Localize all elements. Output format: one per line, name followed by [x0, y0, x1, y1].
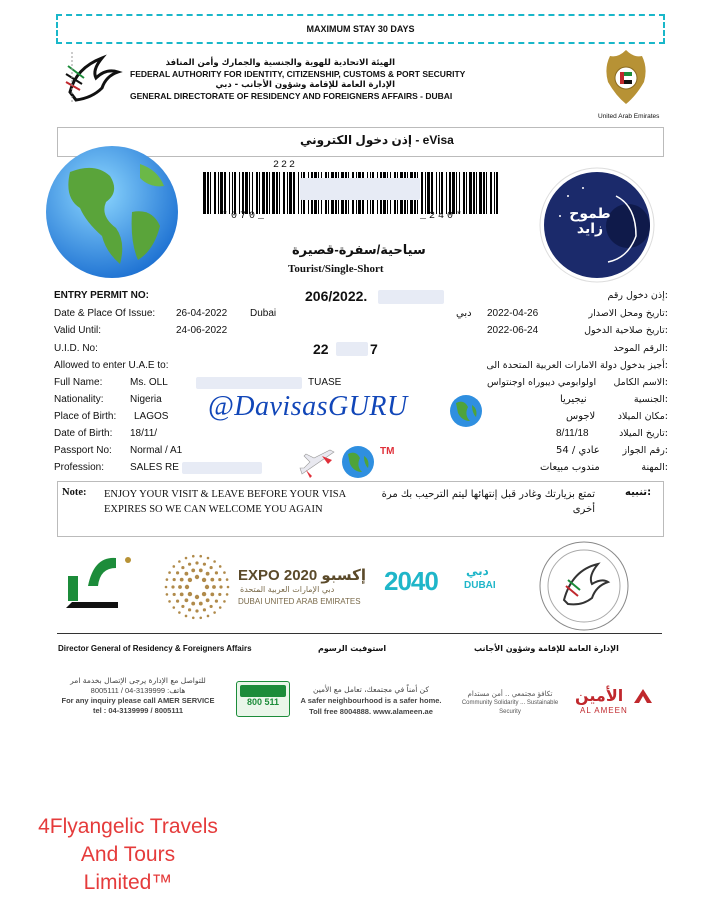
expo-dot: [195, 561, 198, 564]
issue-place: Dubai: [250, 308, 277, 319]
expo-dot: [172, 565, 175, 568]
expo-dot: [210, 592, 214, 596]
redaction-barcode: [300, 178, 420, 200]
max-stay-text: MAXIMUM STAY 30 DAYS: [306, 24, 415, 34]
expo-dot: [171, 585, 174, 588]
place-of-birth-value-ar: لاجوس: [566, 411, 596, 422]
expo-dot: [205, 585, 209, 589]
irada-logo-icon: [58, 546, 148, 616]
note-text-en: [104, 487, 354, 517]
expo-dot: [212, 585, 216, 589]
place-of-birth-value: LAGOS: [134, 411, 169, 422]
dob-label-ar: تاريخ الميلاد:: [619, 428, 668, 439]
barcode-bar: [479, 172, 482, 214]
allowed-label: Allowed to enter U.A.E to:: [54, 360, 169, 371]
barcode-bar: [224, 172, 226, 214]
expo-dot: [191, 569, 195, 573]
barcode-bar: [269, 172, 270, 214]
note-text-en-line1: ENJOY YOUR VISIT & LEAVE BEFORE YOUR VISA: [104, 489, 347, 500]
entry-permit-label: ENTRY PERMIT NO:: [54, 290, 150, 301]
dubai-2040-number: 2040: [384, 566, 438, 596]
expo-dot: [166, 578, 169, 581]
expo-dot: [218, 578, 221, 581]
expo-dot: [185, 598, 189, 602]
expo-dot: [181, 566, 184, 569]
barcode-bar: [289, 172, 292, 214]
directorate-sig-ar: الإدارة العامة للإقامة وشؤون الأجانب: [474, 644, 619, 653]
barcode-bar: [239, 172, 240, 214]
expo-dot: [185, 615, 188, 618]
expo-dot: [219, 585, 222, 588]
ameen-block: [296, 684, 446, 717]
barcode-bar: [203, 172, 206, 214]
al-ameen-logo-ar: الأمين: [575, 686, 624, 705]
expo-dot: [199, 569, 203, 573]
director-general-label: Director General of Residency & Foreigners Affairs: [58, 644, 252, 653]
expo-dot: [213, 611, 216, 614]
valid-until-value: 24-06-2022: [176, 325, 228, 336]
authority-en: FEDERAL AUTHORITY FOR IDENTITY, CITIZENSHIP, CUSTOMS & PORT SECURITY: [130, 69, 466, 79]
entry-permit-number: 206/2022.: [305, 288, 368, 304]
barcode-bar: [256, 172, 258, 214]
barcode-bar: [232, 172, 233, 214]
redaction-profession: [182, 462, 262, 474]
barcode-bar: [252, 172, 253, 214]
amer-contact-en: For any inquiry please call AMER SERVICE: [61, 696, 215, 705]
barcode-bottom-right: _240*: [420, 211, 466, 222]
barcode-bottom-left: *070_: [222, 211, 268, 222]
company-line2: And Tours: [80, 843, 176, 866]
barcode-bar: [486, 172, 487, 214]
expo-dot: [165, 586, 168, 589]
dob-value-ar: 8/11/18: [556, 428, 589, 439]
expo-dot: [185, 572, 189, 576]
expo-dot: [185, 557, 188, 560]
barcode-bar: [476, 172, 477, 214]
expo-dot: [181, 605, 184, 608]
redaction-uid: [336, 342, 368, 356]
barcode-bar: [283, 172, 285, 214]
expo-dot: [173, 593, 176, 596]
barcode-bar: [425, 172, 426, 214]
expo-dot: [188, 578, 192, 582]
barcode-bar: [234, 172, 236, 214]
community-ar: تكافؤ مجتمعي .. أمن مستدام: [467, 690, 553, 698]
expo-title-en: EXPO 2020: [238, 567, 318, 584]
barcode-bar: [459, 172, 460, 214]
service-badge: [236, 681, 290, 717]
expo-dot: [218, 593, 221, 596]
barcode-bar: [249, 172, 250, 214]
barcode-bar: [220, 172, 223, 214]
profession-label-ar: المهنة:: [641, 462, 668, 473]
barcode-bar: [463, 172, 465, 214]
falcon-logo-icon: [62, 48, 124, 108]
expo-dot: [180, 578, 184, 582]
barcode-bar: [483, 172, 485, 214]
expo-dot: [219, 565, 222, 568]
barcode-bar: [490, 172, 492, 214]
expo-dot: [219, 606, 222, 609]
barcode-bar: [266, 172, 268, 214]
valid-until-label-ar: تاريخ صلاحية الدخول:: [584, 325, 668, 336]
full-name-value-ar: اولوابومي ديبوراه اوجنتواس: [487, 377, 597, 388]
al-ameen-logo-en: AL AMEEN: [580, 706, 628, 715]
profession-label: Profession:: [54, 462, 105, 473]
full-name-label: Full Name:: [54, 377, 103, 388]
barcode-bar: [436, 172, 437, 214]
note-label: Note:: [62, 487, 87, 498]
expo-dot: [188, 592, 192, 596]
full-name-label-ar: الاسم الكامل:: [613, 377, 668, 388]
amer-contact-block: [58, 676, 218, 716]
expo-dot: [192, 616, 195, 619]
dubai-2040-ar: دبي: [466, 564, 489, 578]
full-name-value: Ms. OLL: [130, 377, 168, 388]
uid-label: U.I.D. No:: [54, 343, 98, 354]
expo-dot: [195, 595, 199, 599]
trademark-mark: TM: [380, 446, 395, 457]
expo-dot: [206, 572, 210, 576]
issue-label: Date & Place Of Issue:: [54, 308, 156, 319]
note-label-ar: تنبيه:: [625, 487, 652, 498]
redaction-permit: [378, 290, 444, 304]
expo-dot: [199, 602, 203, 606]
barcode-bar: [449, 172, 451, 214]
ameen-toll-free: Toll free 8004888. www.alameen.ae: [309, 707, 433, 716]
expo-dot: [166, 593, 169, 596]
company-line1: 4Flyangelic Travels: [38, 815, 218, 838]
barcode-bar: [287, 172, 288, 214]
expo-dot: [199, 555, 202, 558]
barcode-bar: [207, 172, 209, 214]
passport-value: Normal / A1: [130, 445, 183, 456]
expo-dot: [168, 600, 171, 603]
small-globe-icon: [448, 393, 484, 429]
barcode-bar: [431, 172, 433, 214]
profession-value: SALES RE: [130, 462, 179, 473]
authority-ar: الهيئة الاتحادية للهوية والجنسية والجمارك وأمن المنافذ: [165, 58, 395, 68]
expo-dot: [226, 593, 229, 596]
barcode-bar: [293, 172, 295, 214]
valid-until-label: Valid Until:: [54, 325, 102, 336]
expo-dot: [178, 560, 181, 563]
al-ameen-mark-icon: [632, 687, 654, 705]
expo-dot: [180, 592, 184, 596]
issue-date: 26-04-2022: [176, 308, 228, 319]
uae-emblem-icon: [600, 44, 652, 110]
passport-value-ar: عادي / 54: [556, 445, 600, 456]
uae-label: United Arab Emirates: [598, 113, 660, 120]
globe-icon: [40, 142, 185, 282]
expo-dot: [203, 563, 206, 566]
barcode-bar: [245, 172, 248, 214]
expo-dot: [202, 592, 206, 596]
nationality-label-ar: الجنسية:: [633, 394, 668, 405]
barcode-bar: [446, 172, 447, 214]
expo-dot: [213, 560, 216, 563]
barcode-bar: [214, 172, 216, 214]
passport-label: Passport No:: [54, 445, 112, 456]
expo-dot: [206, 598, 210, 602]
expo-dot: [226, 578, 229, 581]
nationality-label: Nationality:: [54, 394, 104, 405]
fees-paid-label: استوفيت الرسوم: [318, 644, 387, 653]
barcode-bar: [229, 172, 230, 214]
barcode-bar: [242, 172, 244, 214]
barcode-bar: [427, 172, 430, 214]
evisa-title: إذن دخول الكتروني - eVisa: [300, 133, 454, 147]
uid-value: 22: [313, 341, 329, 357]
expo-dot: [215, 571, 218, 574]
uid-suffix: 7: [370, 341, 378, 357]
expo-dot: [207, 557, 210, 560]
airplane-icon: [298, 446, 338, 480]
barcode-bar: [421, 172, 423, 214]
note-text-en-line2: EXPIRES SO WE CAN WELCOME YOU AGAIN: [104, 504, 323, 515]
expo-dot: [176, 600, 179, 603]
dob-value: 18/11/: [130, 428, 158, 439]
barcode-bar: [262, 172, 265, 214]
expo-dot: [207, 615, 210, 618]
company-line3: Limited™: [83, 871, 173, 894]
ameen-slogan-en: A safer neighbourhood is a safer home.: [300, 696, 442, 705]
barcode-bar: [298, 172, 299, 214]
barcode-bar: [441, 172, 443, 214]
barcode-bar: [276, 172, 278, 214]
zayed-ambition-text: طموح زايد: [569, 206, 611, 237]
barcode-bar: [452, 172, 455, 214]
passport-label-ar: رقم الجواز:: [622, 445, 668, 456]
barcode-bar: [210, 172, 211, 214]
place-of-birth-label: Place of Birth:: [54, 411, 117, 422]
expo-dot: [227, 586, 230, 589]
expo-2020-emblem-icon: [160, 550, 234, 624]
amer-contact-tel: tel : 04-3139999 / 8005111: [92, 706, 184, 715]
allowed-label-ar: أجيز بدخول دولة الامارات العربية المتحدة الى:: [486, 360, 668, 371]
gdrfa-seal-icon: [538, 540, 630, 632]
barcode-bar: [439, 172, 440, 214]
barcode-bar: [496, 172, 498, 214]
visa-type-en: Tourist/Single-Short: [288, 263, 384, 275]
directorate-en: GENERAL DIRECTORATE OF RESIDENCY AND FOREIGNERS AFFAIRS - DUBAI: [130, 91, 453, 101]
community-en: Community Solidarity ... Sustainable Security: [461, 700, 559, 715]
expo-dot: [178, 611, 181, 614]
expo-dot: [188, 563, 191, 566]
barcode-bar: [218, 172, 219, 214]
expo-dot: [191, 602, 195, 606]
directorate-ar: الإدارة العامة للإقامة وشؤون الأجانب - دبي: [215, 80, 395, 90]
service-badge-number: 800 511: [246, 697, 280, 707]
barcode-bar: [279, 172, 280, 214]
expo-dot: [195, 609, 198, 612]
expo-dot: [172, 606, 175, 609]
expo-title: [238, 566, 366, 584]
expo-dot: [223, 571, 226, 574]
barcode-bar: [456, 172, 457, 214]
expo-dot: [168, 571, 171, 574]
expo-dot: [203, 608, 206, 611]
expo-dot: [173, 578, 176, 581]
expo-dot: [176, 571, 179, 574]
community-block: [455, 690, 565, 717]
barcode-bar: [494, 172, 495, 214]
dob-label: Date of Birth:: [54, 428, 113, 439]
visa-type-ar: سياحية/سفرة-قصيرة: [292, 242, 426, 257]
dubai-2040-en: DUBAI: [464, 580, 496, 591]
expo-dot: [215, 600, 218, 603]
watermark-text: @DavisasGURU: [208, 391, 408, 422]
uid-label-ar: الرقم الموحد:: [613, 343, 668, 354]
entry-permit-label-ar: إذن دخول رقم:: [607, 290, 668, 301]
issue-date-ar: 2022-04-26: [487, 308, 539, 319]
expo-dot: [188, 608, 191, 611]
expo-dot: [185, 585, 189, 589]
expo-sub-ar: دبي الإمارات العربية المتحدة: [240, 585, 335, 594]
signature-divider: [57, 633, 662, 634]
nationality-value-ar: نيجيريا: [560, 394, 587, 405]
expo-dot: [223, 600, 226, 603]
issue-label-ar: تاريخ ومحل الاصدار:: [588, 308, 668, 319]
expo-dot: [210, 578, 214, 582]
full-name-value-2: TUASE: [308, 377, 342, 388]
barcode-bar: [466, 172, 467, 214]
barcode-top-number: 222: [273, 160, 298, 171]
expo-dot: [195, 575, 199, 579]
redaction-name: [196, 377, 302, 389]
nationality-value: Nigeria: [130, 394, 162, 405]
note-text-ar: تمتع بزيارتك وغادر قبل إنتهائها ليتم الترحيب بك مرة أخرى: [381, 489, 595, 515]
company-name: [38, 813, 218, 897]
valid-until-value-ar: 2022-06-24: [487, 325, 539, 336]
barcode-bar: [469, 172, 472, 214]
authority-header: [130, 58, 465, 102]
expo-dot: [192, 555, 195, 558]
expo-sub-en: DUBAI UNITED ARAB EMIRATES: [238, 597, 361, 606]
amer-contact-ar: للتواصل مع الإدارة يرجى الإتصال بخدمة امر: [70, 676, 206, 685]
ameen-slogan-ar: كن أمناً في مجتمعك، تعامل مع الأمين: [313, 685, 429, 694]
globe-small-2-icon: [340, 444, 376, 480]
expo-dot: [202, 578, 206, 582]
amer-contact-num: 8005111 / 04-3139999 :هاتف: [90, 686, 186, 695]
issue-place-ar: دبي: [456, 308, 472, 319]
barcode-bar: [272, 172, 275, 214]
expo-dot: [199, 616, 202, 619]
service-badge-bar: [240, 685, 286, 697]
expo-title-ar: إكسبو: [321, 566, 367, 584]
expo-dot: [210, 605, 213, 608]
expo-dot: [178, 585, 182, 589]
place-of-birth-label-ar: مكان الميلاد:: [617, 411, 668, 422]
barcode-bar: [473, 172, 475, 214]
profession-value-ar: مندوب مبيعات: [540, 462, 600, 473]
expo-dot: [210, 566, 213, 569]
max-stay-banner: [56, 14, 665, 44]
barcode-bar: [259, 172, 260, 214]
